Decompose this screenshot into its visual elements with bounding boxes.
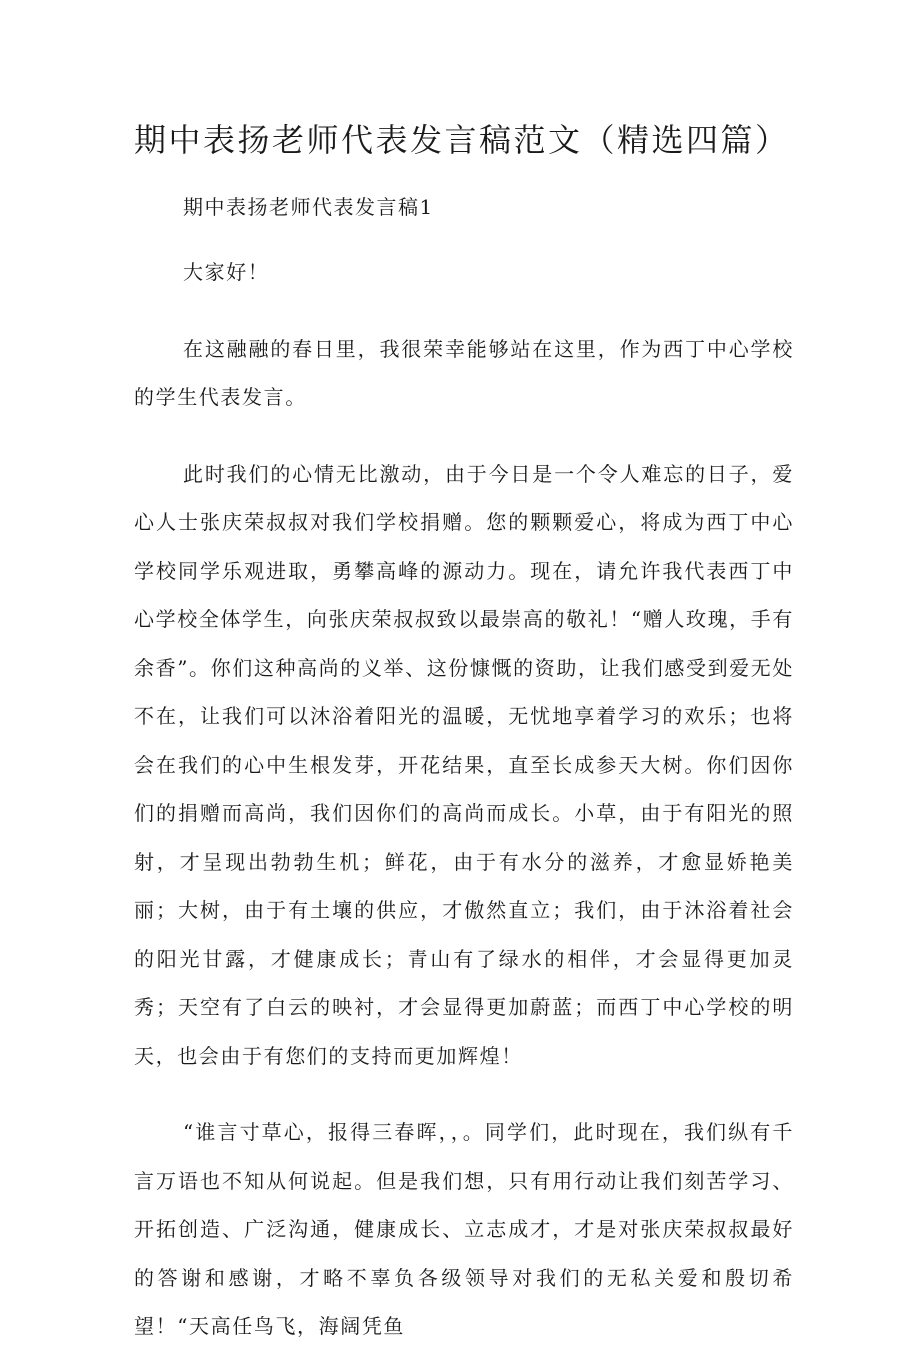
body-paragraph-3: “谁言寸草心，报得三春晖，，。同学们，此时现在，我们纵有千言万语也不知从何说起。但是我们想，只有用行动让我们刻苦学习、开拓创造、广泛沟通，健康成长、立志成才，才是对张庆荣叔叔最好的答谢和感谢，才略不辜负各级领导对我们的无私关爱和殷切希望！“天高任鸟飞，海阔凭鱼 xyxy=(134,1120,794,1338)
document-title: 期中表扬老师代表发言稿范文（精选四篇） xyxy=(134,121,790,159)
section-heading: 期中表扬老师代表发言稿1 xyxy=(183,195,434,219)
body-paragraph-1: 在这融融的春日里，我很荣幸能够站在这里，作为西丁中心学校的学生代表发言。 xyxy=(134,336,794,409)
greeting-paragraph: 大家好！ xyxy=(183,260,270,284)
body-paragraph-2: 此时我们的心情无比激动，由于今日是一个令人难忘的日子，爱心人士张庆荣叔叔对我们学校捐赠。您的颗颗爱心，将成为西丁中心学校同学乐观进取，勇攀高峰的源动力。现在，请允许我代表西丁中心学校全体学生，向张庆荣叔叔致以最崇高的敬礼！“赠人玫瑰，手有余香”。你们这种高尚的义举、这份慷慨的资助，让我们感受到爱无处不在，让我们可以沐浴着阳光的温暖，无忧地享着学习的欢乐；也将会在我们的心中生根发芽，开花结果，直至长成参天大树。你们因你们的捐赠而高尚，我们因你们的高尚而成长。小草，由于有阳光的照射，才呈现出勃勃生机；鲜花，由于有水分的滋养，才愈显娇艳美丽；大树，由于有土壤的供应，才傲然直立；我们，由于沐浴着社会的阳光甘露，才健康成长；青山有了绿水的相伴，才会显得更加灵秀；天空有了白云的映衬，才会显得更加蔚蓝；而西丁中心学校的明天，也会由于有您们的支持而更加辉煌！ xyxy=(134,461,794,1068)
